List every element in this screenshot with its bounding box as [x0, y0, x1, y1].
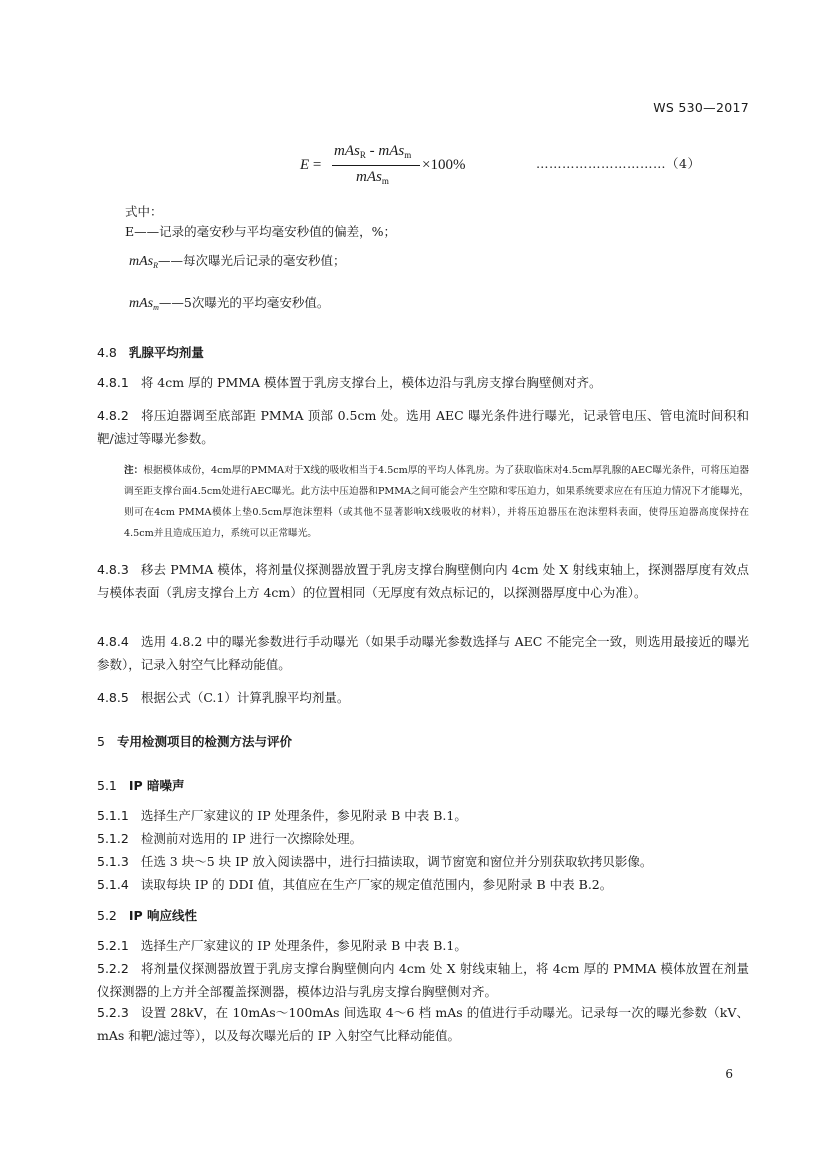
clause-4-8-1: 4.8.1 将 4cm 厚的 PMMA 模体置于乳房支撑台上，模体边沿与乳房支撑台胸壁侧对齐。 [97, 375, 602, 390]
clause-4-8-4: 4.8.4 选用 4.8.2 中的曝光参数进行手动曝光（如果手动曝光参数选择与 AEC 不能完全一致，则选用最接近的曝光参数），记录入射空气比释动能值。 [97, 634, 749, 672]
section-5-1-heading: 5.1 IP 暗噪声 [97, 778, 185, 793]
mas-r-symbol: mAs$_R$ [129, 254, 159, 270]
where-mas-m-definition: mAs$_m$——5次曝光的平均毫安秒值。 [129, 295, 330, 312]
fraction-bar [332, 165, 420, 166]
formula-4 [300, 143, 490, 189]
equation-number: …………………………（4） [536, 156, 701, 171]
section-5-2-heading: 5.2 IP 响应线性 [97, 908, 198, 923]
where-e-definition: E——记录的毫安秒与平均毫安秒值的偏差，%； [125, 224, 397, 239]
section-4-8-heading: 4.8 乳腺平均剂量 [97, 345, 204, 360]
clause-4-8-2: 4.8.2 将压迫器调至底部距 PMMA 顶部 0.5cm 处。选用 AEC 曝光条件进行曝光，记录管电压、管电流时间积和靶/滤过等曝光参数。 [97, 408, 749, 446]
formula-numerator: mAs$_R$ - mAs$_m$ [334, 143, 412, 160]
formula-denominator: mAs$_m$ [356, 169, 389, 186]
clause-5-1-3: 5.1.3 任选 3 块～5 块 IP 放入阅读器中，进行扫描读取，调节窗宽和窗位并分别获取软拷贝影像。 [97, 854, 653, 869]
clause-4-8-5: 4.8.5 根据公式（C.1）计算乳腺平均剂量。 [97, 690, 350, 705]
clause-5-2-2: 5.2.2 将剂量仪探测器放置于乳房支撑台胸壁侧向内 4cm 处 X 射线束轴上，将 4cm 厚的 PMMA 模体放置在剂量仪探测器的上方并全部覆盖探测器，模体边沿与乳房支撑台胸壁侧对齐。 [97, 961, 749, 999]
clause-5-2-1: 5.2.1 选择生产厂家建议的 IP 处理条件，参见附录 B 中表 B.1。 [97, 938, 467, 953]
section-5-heading: 5 专用检测项目的检测方法与评价 [97, 734, 292, 749]
where-intro: 式中： [125, 204, 163, 219]
clause-5-1-1: 5.1.1 选择生产厂家建议的 IP 处理条件，参见附录 B 中表 B.1。 [97, 808, 467, 823]
clause-5-2-3: 5.2.3 设置 28kV，在 10mAs～100mAs 间选取 4～6 档 mAs 的值进行手动曝光。记录每一次的曝光参数（kV、mAs 和靶/滤过等），以及每次曝光后的 IP 入射空气比释动能值。 [97, 1005, 749, 1043]
clause-4-8-3: 4.8.3 移去 PMMA 模体，将剂量仪探测器放置于乳房支撑台胸壁侧向内 4cm 处 X 射线束轴上，探测器厚度有效点与模体表面（乳房支撑台上方 4cm）的位置相同（无厚度有效点标记的，以探测器厚度中心为准）。 [97, 562, 749, 600]
clause-5-1-4: 5.1.4 读取每块 IP 的 DDI 值，其值应在生产厂家的规定值范围内，参见附录 B 中表 B.2。 [97, 877, 613, 892]
clause-5-1-2: 5.1.2 检测前对选用的 IP 进行一次擦除处理。 [97, 831, 363, 846]
page-number: 6 [725, 1067, 733, 1081]
formula-multiplier: ×100% [422, 157, 466, 173]
formula-lhs: E = [300, 157, 322, 173]
note-4-8: 注：根据模体成份，4cm厚的PMMA对于X线的吸收相当于4.5cm厚的平均人体乳房。为了获取临床对4.5cm厚乳腺的AEC曝光条件，可将压迫器调至距支撑台面4.5cm处进行AEC曝光。此方法中压迫器和PMMA之间可能会产生空隙和零压迫力，如果系统要求应在有压迫力情况下才能曝光，则可在4cm PMMA模体上垫0.5cm厚泡沫塑料（或其他不显著影响X线吸收的材料），并将压迫器压在泡沫塑料表面，使得压迫器高度保持在4.5cm并且造成压迫力，系统可以正常曝光。 [124, 465, 749, 539]
where-mas-r-definition: mAs$_R$——每次曝光后记录的毫安秒值； [129, 253, 346, 270]
standard-code: WS 530—2017 [653, 100, 749, 115]
mas-m-symbol: mAs$_m$ [129, 296, 159, 312]
